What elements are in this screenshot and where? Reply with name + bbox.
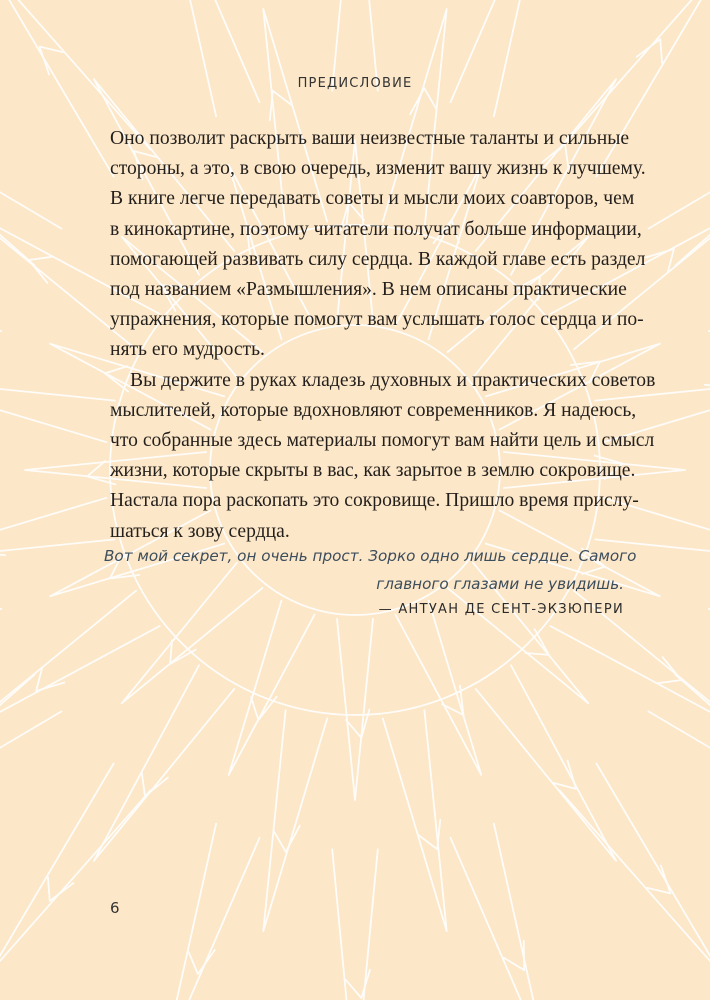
ornament-petal [0,675,62,835]
ornament-stroke [637,39,663,63]
ornament-petal [451,824,547,1000]
text-line: в кинокартине, поэтому читатели получат больше информации, [110,218,642,240]
ornament-petal [332,849,378,1000]
ornament-petal [0,566,1,662]
ornament-petal [0,764,150,972]
text-line: под названием «Размышления». В нем описаны практические [110,279,627,301]
ornament-petal [0,106,62,266]
text-line: упражнения, которые помогут вам услышать голос сердца и по- [110,309,644,331]
quote-line: главного глазами не увидишь. [376,575,624,593]
ornament-petal [163,0,259,116]
text-line: Настала пора раскопать это сокровище. Пришло время прислу- [110,490,639,512]
ornament-stroke [0,533,5,555]
text-line: стороны, а это, в свою очередь, изменит вашу жизнь к лучшему. [110,158,646,180]
ornament-petal [649,675,710,835]
ornament-petal [0,498,115,562]
body-text [110,124,656,547]
ornament-stroke [442,686,463,715]
page-number: 6 [110,899,120,917]
text-line: Вы держите в руках кладезь духовных и практических советов [130,369,656,391]
text-line: нять его мудрость. [110,339,265,361]
text-line: В книге легче передавать советы и мысли моих соавторов, чем [110,188,635,210]
ornament-petal [649,106,710,266]
ornament-petal [0,591,160,731]
text-line: мыслителей, которые вдохновляют современников. Я надеюсь, [110,399,637,421]
quote-line: Вот мой секрет, он очень прост. Зорко одно лишь сердце. Самого [104,547,637,565]
text-line: Оно позволит раскрыть ваши неизвестные таланты и сильные [110,128,630,149]
running-head: ПРЕДИСЛОВИЕ [297,76,413,91]
paragraph-1 [110,124,646,366]
epigraph-author: — АНТУАН ДЕ СЕНТ-ЭКЗЮПЕРИ [378,602,624,617]
ornament-petal [337,619,373,800]
text-line: шаться к зову сердца. [110,520,290,542]
ornament-stroke [410,88,436,114]
text-line: жизни, которые скрыты в вас, как зарытое в землю сокровище. [110,460,636,482]
ornament-stroke [346,710,369,738]
paragraph-2 [110,366,656,547]
ornament-petal [0,378,115,442]
ornament-petal [451,0,547,116]
ornament-stroke [705,385,710,407]
ornament-petal [263,710,327,931]
epigraph-quote [104,542,637,598]
text-line: помогающей развивать силу сердца. В каждой главе есть раздел [110,248,646,270]
text-line: что собранные здесь материалы помогут вам найти цель и смысл [110,430,655,452]
ornament-petal [383,710,447,931]
ornament-petal [163,824,259,1000]
ornament-petal [0,278,1,374]
ornament-stroke [274,826,300,852]
ornament-stroke [48,877,74,901]
ornament-petal [560,764,710,972]
